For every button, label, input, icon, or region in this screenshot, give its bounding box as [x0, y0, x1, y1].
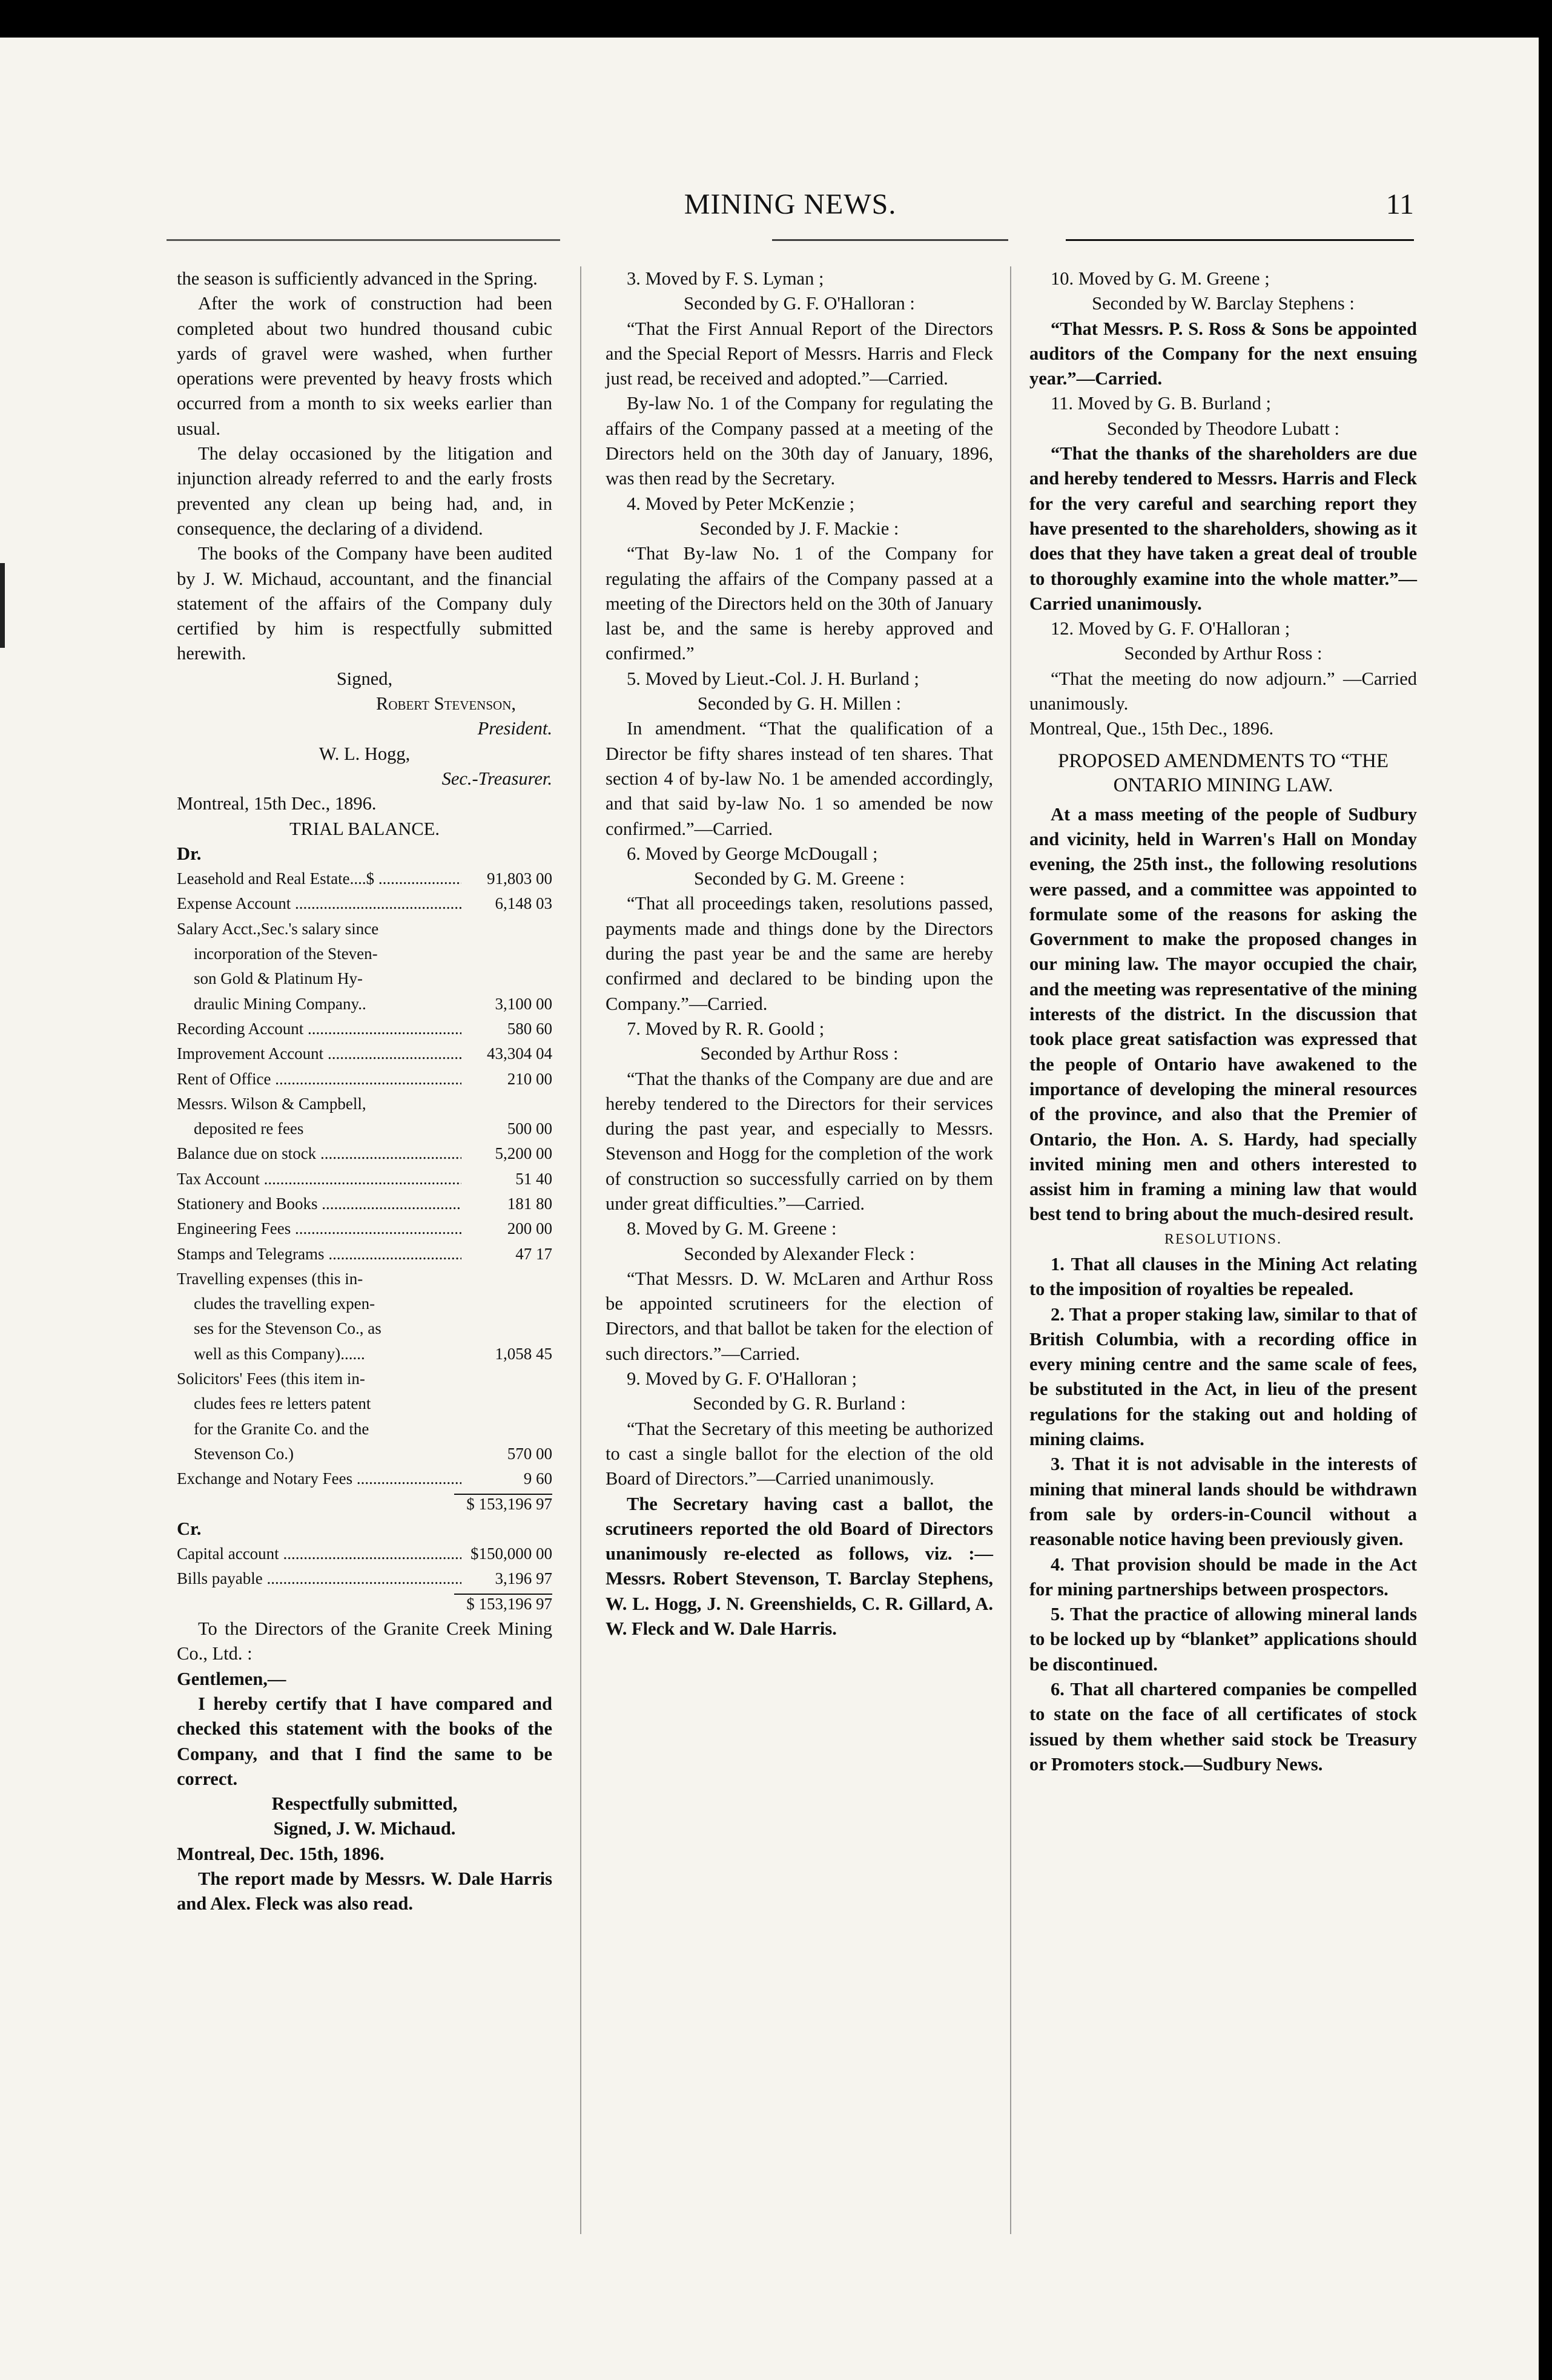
trial-balance-heading: TRIAL BALANCE.	[289, 818, 440, 839]
motion-seconder: Seconded by G. H. Millen :	[697, 693, 902, 714]
motion-text: “That the Secretary of this meeting be authorized to cast a single ballot for the election of the old Board of Directors.”—Carried unanimously.	[606, 1418, 993, 1489]
ledger-row-cont: cludes fees re letters patent	[194, 1394, 371, 1413]
motion-seconder: Seconded by Arthur Ross :	[700, 1043, 899, 1064]
page-title: MINING NEWS.	[684, 188, 897, 220]
motion-mover: 3. Moved by F. S. Lyman ;	[627, 268, 824, 289]
motion-mover: 8. Moved by G. M. Greene :	[627, 1218, 837, 1239]
scan-right-border	[1539, 0, 1552, 2380]
motion-mover: 11. Moved by G. B. Burland ;	[1051, 393, 1272, 414]
salutation: Gentlemen,—	[177, 1668, 286, 1689]
motion-seconder: Seconded by Alexander Fleck :	[684, 1243, 915, 1264]
column-divider	[1010, 266, 1011, 2234]
signature-label: Signed,	[336, 668, 393, 689]
ledger-row: Expense Account ..... 6,148 03	[177, 891, 552, 916]
ledger-row: Travelling expenses (this in-	[177, 1269, 363, 1288]
ledger-row: Stamps and Telegrams ..... 47 17	[177, 1242, 552, 1267]
motion-mover: 6. Moved by George McDougall ;	[627, 843, 878, 864]
paragraph: the season is sufficiently advanced in the Spring.	[177, 268, 538, 289]
motion-mover: 4. Moved by Peter McKenzie ;	[627, 493, 855, 514]
ledger-row: Bills payable ..... 3,196 97	[177, 1566, 552, 1591]
motion-text: “That the First Annual Report of the Directors and the Special Report of Messrs. Harris and Fleck just read, be received and adopted.”—Carried.	[606, 318, 993, 389]
ledger-row: Messrs. Wilson & Campbell,	[177, 1094, 366, 1113]
motion-seconder: Seconded by G. M. Greene :	[693, 868, 905, 889]
paragraph: The delay occasioned by the litigation and injunction already referred to and the early frosts prevented any clean up being had, and, in consequence, the declaring of a dividend.	[177, 443, 552, 539]
page-header	[167, 188, 1414, 230]
motion-text: “That Messrs. P. S. Ross & Sons be appointed auditors of the Company for the next ensuing year.”—Carried.	[1029, 318, 1417, 389]
motion-mover: 9. Moved by G. F. O'Halloran ;	[627, 1368, 857, 1389]
header-rule	[772, 239, 1008, 241]
scan-left-mark	[0, 563, 5, 648]
motion-text: “That the thanks of the Company are due and are hereby tendered to the Directors for their services during the past year, and especially to Messrs. Stevenson and Hogg for the completion of the work of construction so successfully carried on by them under great difficulties.”—Carried.	[606, 1068, 993, 1214]
resolution: 5. That the practice of allowing mineral lands to be locked up by “blanket” applications should be discontinued.	[1029, 1604, 1417, 1675]
ledger-row: Capital account ..... $150,000 00	[177, 1541, 552, 1566]
column-right	[1029, 266, 1417, 1777]
ledger-row-cont: deposited re fees 500 00	[194, 1119, 552, 1138]
ledger-row-cont: Stevenson Co.) 570 00	[194, 1444, 552, 1463]
ledger-row-cont: son Gold & Platinum Hy-	[194, 969, 363, 988]
ledger-row: Leasehold and Real Estate....$ ..... 91,803 00	[177, 866, 552, 891]
motion-text: “That Messrs. D. W. McLaren and Arthur Ross be appointed scrutineers for the election of Directors, and that ballot be taken for the election of such directors.”—Carried.	[606, 1268, 993, 1364]
paragraph: By-law No. 1 of the Company for regulating the affairs of the Company passed at a meeting of the Directors held on the 30th day of January, 1896, was then read by the Secretary.	[606, 393, 993, 489]
motion-text: In amendment. “That the qualification of a Director be fifty shares instead of ten shares. That section 4 of by-law No. 1 be amended accordingly, and that said by-law No. 1 so amended be now confirmed.”—Carried.	[606, 718, 993, 839]
paragraph: The report made by Messrs. W. Dale Harris and Alex. Fleck was also read.	[177, 1868, 552, 1914]
signature-name: W. L. Hogg,	[319, 743, 411, 764]
dateline: Montreal, Dec. 15th, 1896.	[177, 1843, 385, 1864]
motion-seconder: Seconded by Arthur Ross :	[1124, 643, 1323, 664]
page-number: 11	[1385, 188, 1414, 220]
ledger-row: Recording Account ..... 580 60	[177, 1017, 552, 1041]
signature-title: Sec.-Treasurer.	[441, 768, 552, 789]
motion-text: “That the thanks of the shareholders are due and hereby tendered to Messrs. Harris and Fleck for the very careful and searching report they have presented to the shareholders, showing as it does that they have taken a great deal of trouble to thoroughly examine into the whole matter.”—Carried unanimously.	[1029, 443, 1417, 614]
signature-label: Respectfully submitted,	[271, 1793, 458, 1815]
paragraph: After the work of construction had been completed about two hundred thousand cubic yards of gravel were washed, when further operations were prevented by heavy frosts which occurred from a month to six weeks earlier than usual.	[177, 293, 552, 439]
scan-top-border	[0, 0, 1552, 38]
motion-mover: 10. Moved by G. M. Greene ;	[1051, 268, 1270, 289]
ledger-row: Solicitors' Fees (this item in-	[177, 1370, 365, 1388]
section-heading: RESOLUTIONS.	[1164, 1231, 1282, 1247]
header-rule	[167, 239, 560, 241]
debit-label: Dr.	[177, 843, 202, 864]
dateline: Montreal, 15th Dec., 1896.	[177, 793, 377, 814]
signature-name: Signed, J. W. Michaud.	[273, 1818, 456, 1839]
motion-seconder: Seconded by Theodore Lubatt :	[1107, 418, 1339, 439]
paragraph: To the Directors of the Granite Creek Mining Co., Ltd. :	[177, 1618, 552, 1664]
column-middle	[606, 266, 993, 1641]
motion-seconder: Seconded by G. R. Burland :	[693, 1393, 906, 1414]
ledger-row: Stationery and Books ..... 181 80	[177, 1192, 552, 1216]
paragraph: The Secretary having cast a ballot, the scrutineers reported the old Board of Directors unanimously re-elected as follows, viz. :—Messrs. Robert Stevenson, T. Barclay Stephens, W. L. Hogg, J. N. Greenshields, C. R. Gillard, A. W. Fleck and W. Dale Harris.	[606, 1493, 993, 1640]
resolution: 1. That all clauses in the Mining Act relating to the imposition of royalties be repealed.	[1029, 1253, 1417, 1300]
ledger-row-cont: well as this Company)...... 1,058 45	[194, 1344, 552, 1363]
resolution: 6. That all chartered companies be compelled to state on the face of all certificates of stock issued by them whether said stock be Treasury or Promoters stock.—Sudbury News.	[1029, 1679, 1417, 1775]
signature-title: President.	[477, 718, 552, 739]
motion-mover: 7. Moved by R. R. Goold ;	[627, 1018, 825, 1039]
ledger-row-cont: draulic Mining Company.. 3,100 00	[194, 994, 552, 1013]
motion-text: “That By-law No. 1 of the Company for regulating the affairs of the Company passed at a meeting of the Directors held on the 30th of January last be, and the same is hereby approved and confirmed.”	[606, 543, 993, 664]
ledger-row: Improvement Account ..... 43,304 04	[177, 1041, 552, 1066]
ledger-total: $ 153,196 97	[177, 1592, 552, 1617]
ledger-row: Balance due on stock ..... 5,200 00	[177, 1141, 552, 1166]
motion-seconder: Seconded by G. F. O'Halloran :	[684, 293, 915, 314]
motion-mover: 5. Moved by Lieut.-Col. J. H. Burland ;	[627, 668, 919, 689]
dateline: Montreal, Que., 15th Dec., 1896.	[1029, 718, 1274, 739]
column-divider	[580, 266, 581, 2234]
motion-mover: 12. Moved by G. F. O'Halloran ;	[1051, 618, 1290, 639]
ledger-row-cont: incorporation of the Steven-	[194, 944, 378, 963]
paragraph: I hereby certify that I have compared and checked this statement with the books of the Company, and that I find the same to be correct.	[177, 1693, 552, 1789]
signature-name: Robert Stevenson,	[376, 693, 516, 714]
ledger-row: Exchange and Notary Fees ..... 9 60	[177, 1466, 552, 1491]
ledger-row: Salary Acct.,Sec.'s salary since	[177, 919, 379, 938]
motion-seconder: Seconded by J. F. Mackie :	[699, 518, 899, 539]
paragraph: The books of the Company have been audited by J. W. Michaud, accountant, and the financial statement of the affairs of the Company duly certified by him is respectfully submitted herewith.	[177, 543, 552, 664]
motion-text: “That all proceedings taken, resolutions passed, payments made and things done by the Directors during the past year be and the same are hereby confirmed and declared to be binding upon the Company.”—Carried.	[606, 893, 993, 1014]
ledger-row: Rent of Office ..... 210 00	[177, 1067, 552, 1092]
column-left	[177, 266, 552, 1917]
article-heading: PROPOSED AMENDMENTS TO “THE ONTARIO MINING LAW.	[1057, 750, 1389, 796]
ledger-row-cont: for the Granite Co. and the	[194, 1419, 369, 1438]
ledger-row: Tax Account ..... 51 40	[177, 1167, 552, 1192]
ledger-row: Engineering Fees ..... 200 00	[177, 1216, 552, 1241]
header-rule	[1066, 239, 1414, 241]
ledger-row-cont: cludes the travelling expen-	[194, 1294, 375, 1313]
resolution: 2. That a proper staking law, similar to that of British Columbia, with a recording office in every mining centre and the same scale of fees, be substituted in the Act, in lieu of the present regulations for the staking out and holding of mining claims.	[1029, 1304, 1417, 1450]
motion-text: “That the meeting do now adjourn.” —Carried unanimously.	[1029, 668, 1417, 714]
ledger-row-cont: ses for the Stevenson Co., as	[194, 1319, 381, 1338]
resolution: 3. That it is not advisable in the interests of mining that mineral lands should be withdrawn from sale by orders-in-Council without a reasonable notice having been previously given.	[1029, 1454, 1417, 1550]
resolution: 4. That provision should be made in the Act for mining partnerships between prospectors.	[1029, 1554, 1417, 1600]
paragraph: At a mass meeting of the people of Sudbury and vicinity, held in Warren's Hall on Monday evening, the 25th inst., the following resolutions were passed, and a committee was appointed to formulate some of the reasons for asking the Government to make the proposed changes in our mining law. The mayor occupied the chair, and the meeting was representative of the mining interests of the district. In the discussion that took place great satisfaction was expressed that the people of Ontario have awakened to the importance of developing the mineral resources of the province, and also that the Premier of Ontario, the Hon. A. S. Hardy, had specially invited mining men and others interested to assist him in framing a mining law that would best tend to bring about the much-desired result.	[1029, 803, 1417, 1225]
ledger-total: $ 153,196 97	[177, 1492, 552, 1517]
motion-seconder: Seconded by W. Barclay Stephens :	[1092, 293, 1355, 314]
credit-label: Cr.	[177, 1518, 202, 1539]
